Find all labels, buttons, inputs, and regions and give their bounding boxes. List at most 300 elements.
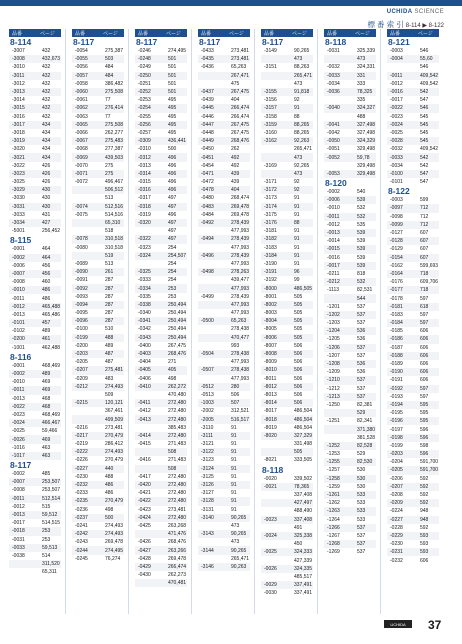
index-row bbox=[9, 194, 61, 202]
index-row bbox=[198, 293, 250, 301]
item-page: 274,493 bbox=[105, 449, 124, 456]
index-row bbox=[9, 536, 61, 544]
item-code: -8019 bbox=[264, 424, 277, 431]
item-code: -0232 bbox=[75, 482, 88, 489]
item-code: -0471 bbox=[201, 170, 214, 177]
item-code: -8004 bbox=[264, 318, 277, 325]
item-code: -3031 bbox=[12, 203, 25, 210]
index-row bbox=[198, 63, 250, 71]
index-row bbox=[387, 196, 439, 204]
item-code: -0219 bbox=[75, 441, 88, 448]
index-row bbox=[324, 368, 376, 376]
item-code: -0204 bbox=[390, 459, 403, 466]
index-row bbox=[9, 129, 61, 137]
index-row bbox=[9, 411, 61, 419]
item-page: 606 bbox=[420, 361, 429, 368]
index-row bbox=[261, 268, 313, 276]
item-page: 537 bbox=[357, 532, 366, 539]
item-page: 539 bbox=[357, 197, 366, 204]
index-row bbox=[135, 465, 187, 473]
item-page: 473 bbox=[294, 80, 303, 87]
item-code: -0417 bbox=[138, 473, 151, 480]
item-page: 533 bbox=[357, 508, 366, 515]
item-code: -1210 bbox=[327, 377, 340, 384]
item-page: 91 bbox=[231, 449, 237, 456]
item-page: 532 bbox=[357, 213, 366, 220]
column-header bbox=[135, 29, 187, 37]
item-page: 311,520 bbox=[42, 561, 60, 568]
item-page: 310,518 bbox=[105, 236, 124, 243]
item-page: 92,263 bbox=[294, 138, 310, 145]
item-page: 542 bbox=[420, 154, 429, 161]
item-code: -3143 bbox=[201, 531, 214, 538]
item-page: 486,505 bbox=[294, 285, 313, 292]
index-row bbox=[198, 219, 250, 227]
item-page: 253,507 bbox=[42, 487, 61, 494]
item-code: -1201 bbox=[327, 303, 340, 310]
item-code: -3016 bbox=[12, 113, 25, 120]
index-row bbox=[261, 145, 313, 153]
index-row bbox=[324, 311, 376, 319]
item-page: 537 bbox=[357, 303, 366, 310]
item-code: -3126 bbox=[201, 482, 214, 489]
item-page: 477,993 bbox=[231, 301, 250, 308]
item-code: -0333 bbox=[138, 277, 151, 284]
index-row bbox=[135, 80, 187, 88]
item-code: -1206 bbox=[327, 344, 340, 351]
item-page: 618 bbox=[420, 303, 429, 310]
item-code: -0324 bbox=[138, 252, 151, 259]
item-page: 381,528 bbox=[357, 434, 376, 441]
index-row bbox=[261, 391, 313, 399]
item-code: -0008 bbox=[12, 487, 25, 494]
index-row bbox=[261, 358, 313, 366]
item-page: 275,481 bbox=[105, 367, 124, 374]
index-column-5 bbox=[261, 29, 313, 614]
item-code: -8003 bbox=[264, 310, 277, 317]
item-page: 477,993 bbox=[231, 285, 250, 292]
index-column-7 bbox=[387, 29, 439, 614]
index-row bbox=[387, 409, 439, 417]
index-row bbox=[135, 162, 187, 170]
item-code: -0227 bbox=[75, 465, 88, 472]
index-row bbox=[72, 293, 124, 301]
item-code: -0033 bbox=[12, 544, 25, 551]
item-page: 483 bbox=[105, 375, 114, 382]
index-row bbox=[72, 497, 124, 505]
item-code: -1264 bbox=[327, 516, 340, 523]
index-row bbox=[387, 72, 439, 80]
item-page: 536 bbox=[357, 361, 366, 368]
item-page: 265,471 bbox=[294, 72, 313, 79]
index-row bbox=[135, 186, 187, 194]
item-code: -1258 bbox=[327, 475, 340, 482]
item-page: 82,528 bbox=[357, 442, 373, 449]
item-page: 324,329 bbox=[357, 138, 376, 145]
section-heading: 8-120 bbox=[324, 178, 376, 188]
item-page: 597 bbox=[420, 295, 429, 302]
item-page: 529 bbox=[357, 410, 366, 417]
item-code: -0404 bbox=[138, 359, 151, 366]
index-row bbox=[72, 448, 124, 456]
item-page: 518 bbox=[105, 228, 114, 235]
index-row bbox=[9, 47, 61, 55]
item-page: 278,438 bbox=[231, 367, 250, 374]
index-row bbox=[387, 104, 439, 112]
index-row bbox=[72, 145, 124, 153]
item-page: 498 bbox=[168, 375, 177, 382]
item-page: 514,516 bbox=[105, 211, 124, 218]
item-code: -0426 bbox=[138, 539, 151, 546]
index-row bbox=[261, 325, 313, 333]
index-row bbox=[135, 113, 187, 121]
index-row bbox=[135, 424, 187, 432]
item-code: -0325 bbox=[138, 269, 151, 276]
item-page: 92 bbox=[294, 187, 300, 194]
item-page: 473 bbox=[294, 154, 303, 161]
item-code: -3162 bbox=[264, 138, 277, 145]
item-code: -1259 bbox=[327, 483, 340, 490]
item-page: 539 bbox=[357, 254, 366, 261]
item-code: -0036 bbox=[327, 89, 340, 96]
index-row bbox=[9, 145, 61, 153]
item-code: -3192 bbox=[264, 277, 277, 284]
item-code: -0098 bbox=[390, 213, 403, 220]
item-page: 287 bbox=[105, 285, 114, 292]
column-header bbox=[198, 29, 250, 37]
index-row bbox=[72, 440, 124, 448]
item-code: -0024 bbox=[390, 121, 403, 128]
item-code: -3007 bbox=[12, 48, 25, 55]
index-row bbox=[9, 113, 61, 121]
item-page: 462,488 bbox=[42, 344, 61, 351]
item-code: -0400 bbox=[138, 342, 151, 349]
index-row bbox=[261, 432, 313, 440]
index-row bbox=[198, 309, 250, 317]
item-page: 488 bbox=[105, 473, 114, 480]
item-code: -0078 bbox=[75, 236, 88, 243]
index-row bbox=[324, 524, 376, 532]
item-code: -0423 bbox=[138, 506, 151, 513]
item-code: -3181 bbox=[264, 228, 277, 235]
item-page: 486,504 bbox=[294, 408, 313, 415]
item-code: -0053 bbox=[327, 170, 340, 177]
item-page: 469 bbox=[42, 387, 51, 394]
item-page: 473 bbox=[231, 522, 240, 529]
index-row bbox=[72, 96, 124, 104]
item-code: -3111 bbox=[201, 432, 214, 439]
item-page: 426 bbox=[42, 179, 51, 186]
item-page: 463 bbox=[42, 444, 51, 451]
item-code: -0199 bbox=[75, 334, 88, 341]
header-code: 品番 bbox=[75, 30, 86, 37]
index-row bbox=[135, 440, 187, 448]
item-page: 426 bbox=[42, 170, 51, 177]
index-row bbox=[9, 378, 61, 386]
item-page: 597 bbox=[420, 320, 429, 327]
item-page: 277,387 bbox=[105, 146, 124, 153]
item-page: 495 bbox=[168, 105, 177, 112]
index-row bbox=[324, 319, 376, 327]
page-number: 37 bbox=[428, 618, 442, 632]
index-row bbox=[72, 546, 124, 554]
index-row bbox=[9, 55, 61, 63]
item-page: 486,504 bbox=[294, 416, 313, 423]
header-page: ページ bbox=[103, 30, 118, 37]
index-row bbox=[9, 519, 61, 527]
section-heading: 8-115 bbox=[9, 235, 61, 245]
item-code: -0013 bbox=[12, 512, 25, 519]
item-page: 269,478 bbox=[231, 203, 250, 210]
index-row bbox=[261, 80, 313, 88]
item-page: 515 bbox=[42, 503, 51, 510]
item-page: 310,518 bbox=[105, 244, 124, 251]
item-code: -3029 bbox=[12, 187, 25, 194]
index-row bbox=[324, 88, 376, 96]
index-row bbox=[72, 366, 124, 374]
index-row bbox=[261, 162, 313, 170]
item-page: 469 bbox=[42, 436, 51, 443]
item-page: 505 bbox=[294, 301, 303, 308]
item-code: -0314 bbox=[138, 170, 151, 177]
item-page: 532 bbox=[357, 279, 366, 286]
item-page: 409,542 bbox=[420, 80, 439, 87]
item-page: 76,274 bbox=[105, 555, 121, 562]
index-row bbox=[135, 350, 187, 358]
item-code: -0200 bbox=[75, 342, 88, 349]
item-code: -8014 bbox=[264, 400, 277, 407]
item-page: 432 bbox=[42, 64, 51, 71]
section-heading: 8-117 bbox=[261, 37, 313, 47]
item-code: -1203 bbox=[327, 320, 340, 327]
item-code: -0246 bbox=[138, 48, 151, 55]
item-code: -0001 bbox=[12, 362, 25, 369]
item-code: -3140 bbox=[201, 514, 214, 521]
item-page: 275,508 bbox=[105, 89, 124, 96]
item-page: 456 bbox=[42, 262, 51, 269]
item-code: -3160 bbox=[264, 129, 277, 136]
item-page: 268,476 bbox=[168, 539, 187, 546]
item-code: -0226 bbox=[75, 457, 88, 464]
item-code: -0154 bbox=[390, 254, 403, 261]
item-page: 492 bbox=[231, 162, 240, 169]
index-row bbox=[135, 391, 187, 399]
item-code: -0435 bbox=[201, 56, 214, 63]
index-row bbox=[72, 129, 124, 137]
index-row bbox=[9, 486, 61, 494]
item-code: -0256 bbox=[138, 121, 151, 128]
item-code: -3013 bbox=[12, 89, 25, 96]
index-row bbox=[324, 237, 376, 245]
index-row bbox=[135, 432, 187, 440]
item-code: -0317 bbox=[138, 195, 151, 202]
item-code: -0433 bbox=[201, 48, 214, 55]
item-code: -0069 bbox=[75, 154, 88, 161]
index-row bbox=[387, 303, 439, 311]
index-row bbox=[9, 403, 61, 411]
item-code: -3022 bbox=[12, 162, 25, 169]
item-code: -0244 bbox=[75, 547, 88, 554]
item-code: -0060 bbox=[75, 89, 88, 96]
item-page: 278,438 bbox=[231, 326, 250, 333]
item-page: 385,483 bbox=[168, 424, 187, 431]
item-code: -0205 bbox=[75, 359, 88, 366]
item-code: -2005 bbox=[201, 416, 214, 423]
item-page: 324,335 bbox=[294, 565, 313, 572]
index-row bbox=[387, 278, 439, 286]
item-code: -0007 bbox=[12, 270, 25, 277]
index-row bbox=[387, 145, 439, 153]
item-code: -0030 bbox=[264, 590, 277, 597]
index-row bbox=[198, 546, 250, 554]
item-page: 439,503 bbox=[105, 154, 124, 161]
item-page: 91 bbox=[294, 105, 300, 112]
item-code: -0310 bbox=[138, 146, 151, 153]
index-row bbox=[324, 491, 376, 499]
index-row bbox=[387, 393, 439, 401]
item-code: -0437 bbox=[201, 89, 214, 96]
item-page: 287 bbox=[105, 318, 114, 325]
item-page: 545 bbox=[420, 113, 429, 120]
index-row bbox=[135, 563, 187, 571]
index-row bbox=[9, 444, 61, 452]
index-row bbox=[198, 244, 250, 252]
index-row bbox=[387, 532, 439, 540]
item-page: 434 bbox=[42, 138, 51, 145]
index-row bbox=[387, 327, 439, 335]
index-row bbox=[9, 419, 61, 427]
index-row bbox=[387, 516, 439, 524]
index-row bbox=[387, 80, 439, 88]
item-page: 506 bbox=[294, 375, 303, 382]
index-row bbox=[324, 507, 376, 515]
item-code: -0074 bbox=[75, 203, 88, 210]
item-page: 484 bbox=[105, 72, 114, 79]
item-page: 432 bbox=[42, 97, 51, 104]
item-code: -5001 bbox=[12, 228, 25, 235]
item-page: 948 bbox=[420, 508, 429, 515]
item-page: 537 bbox=[357, 385, 366, 392]
item-code: -0483 bbox=[201, 203, 214, 210]
item-page: 91 bbox=[294, 195, 300, 202]
item-code: -0341 bbox=[138, 318, 151, 325]
index-row bbox=[9, 560, 61, 568]
index-row bbox=[387, 425, 439, 433]
item-code: -0212 bbox=[75, 383, 88, 390]
item-code: -0183 bbox=[390, 311, 403, 318]
item-page: 274,493 bbox=[105, 383, 124, 390]
index-row bbox=[198, 194, 250, 202]
title-text: 標 番 索 引 bbox=[367, 20, 404, 29]
index-row bbox=[261, 153, 313, 161]
index-row bbox=[387, 352, 439, 360]
index-row bbox=[135, 456, 187, 464]
item-page: 495 bbox=[168, 121, 177, 128]
index-row bbox=[324, 63, 376, 71]
item-page: 495 bbox=[168, 97, 177, 104]
item-code: -0449 bbox=[201, 138, 214, 145]
item-code: -1209 bbox=[327, 369, 340, 376]
index-row bbox=[135, 399, 187, 407]
item-page: 606 bbox=[420, 377, 429, 384]
item-code: -0200 bbox=[12, 336, 25, 343]
item-code: -0309 bbox=[138, 138, 151, 145]
index-row bbox=[198, 129, 250, 137]
item-code: -0010 bbox=[12, 287, 25, 294]
index-row bbox=[198, 366, 250, 374]
index-row bbox=[135, 309, 187, 317]
item-code: -0093 bbox=[75, 293, 88, 300]
item-page: 513 bbox=[105, 195, 114, 202]
item-page: 592 bbox=[420, 483, 429, 490]
index-row bbox=[324, 270, 376, 278]
item-page: 484 bbox=[105, 64, 114, 71]
index-row bbox=[261, 448, 313, 456]
index-row bbox=[387, 294, 439, 302]
item-page: 539 bbox=[357, 246, 366, 253]
item-page: 497 bbox=[168, 236, 177, 243]
index-row bbox=[387, 434, 439, 442]
item-page: 337,491 bbox=[294, 582, 313, 589]
index-row bbox=[72, 375, 124, 383]
item-code: -0500 bbox=[201, 318, 214, 325]
item-code: -1204 bbox=[327, 328, 340, 335]
item-code: -0484 bbox=[201, 211, 214, 218]
index-row bbox=[324, 466, 376, 474]
index-row bbox=[135, 104, 187, 112]
item-page: 496 bbox=[168, 170, 177, 177]
item-code: -0498 bbox=[201, 269, 214, 276]
index-row bbox=[324, 483, 376, 491]
index-row bbox=[387, 96, 439, 104]
item-code: -0177 bbox=[390, 287, 403, 294]
item-code: -3110 bbox=[201, 424, 214, 431]
item-code: -0323 bbox=[138, 244, 151, 251]
item-page: 537 bbox=[357, 311, 366, 318]
item-page: 536 bbox=[357, 369, 366, 376]
index-row bbox=[261, 121, 313, 129]
item-page: 547 bbox=[420, 179, 429, 186]
item-page: 468 bbox=[42, 403, 51, 410]
item-code: -0252 bbox=[138, 89, 151, 96]
item-code: -0245 bbox=[75, 555, 88, 562]
item-page: 262,273 bbox=[168, 572, 187, 579]
item-page: 55,60 bbox=[420, 56, 433, 63]
item-code: -0203 bbox=[390, 451, 403, 458]
item-page: 497 bbox=[168, 228, 177, 235]
index-row bbox=[9, 335, 61, 343]
item-code: -0041 bbox=[327, 121, 340, 128]
item-page: 329,498 bbox=[357, 170, 376, 177]
section-heading: 8-117 bbox=[135, 37, 187, 47]
header-code: 品番 bbox=[12, 30, 23, 37]
item-code: -0257 bbox=[138, 129, 151, 136]
index-row bbox=[198, 317, 250, 325]
index-row bbox=[387, 262, 439, 270]
index-row bbox=[324, 401, 376, 409]
item-code: -0478 bbox=[201, 187, 214, 194]
item-page: 331,498 bbox=[294, 441, 313, 448]
item-code: -1213 bbox=[327, 393, 340, 400]
item-page: 607 bbox=[420, 254, 429, 261]
index-row bbox=[9, 153, 61, 161]
item-page: 91 bbox=[231, 424, 237, 431]
item-code: -0343 bbox=[138, 334, 151, 341]
item-code: -0312 bbox=[138, 154, 151, 161]
item-code: -0197 bbox=[390, 426, 403, 433]
item-page: 91 bbox=[231, 441, 237, 448]
item-page: 91 bbox=[231, 482, 237, 489]
